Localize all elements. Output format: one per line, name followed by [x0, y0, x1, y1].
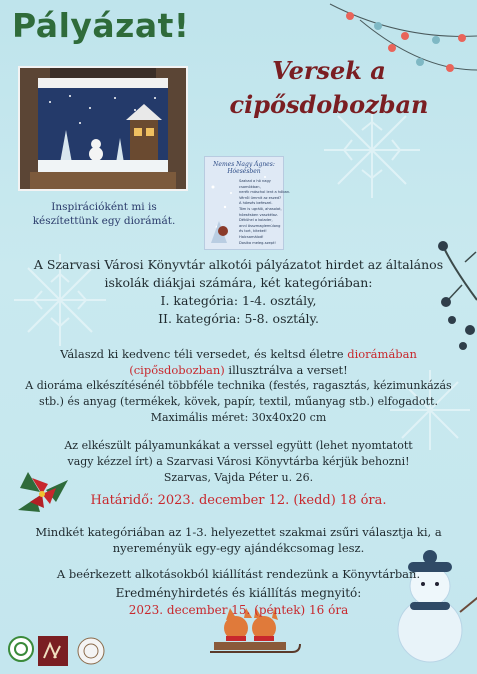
- submit-line-1: Az elkészült pályamunkákat a verssel együtt (lehet nyomtatott: [64, 439, 413, 452]
- deadline-label: Határidő:: [90, 493, 154, 508]
- task-highlight-shoebox: (cipősdobozban): [129, 363, 225, 377]
- intro-line-3: I. kategória: 1-4. osztály,: [160, 293, 317, 308]
- submit-paragraph: [0, 438, 477, 486]
- task-line-1-text: Válaszd ki kedvenc téli versedet, és keltsd életre: [60, 347, 348, 361]
- poem-line: Szakad a hó nagy: [239, 179, 271, 183]
- intro-line-2: iskolák diákjai számára, két kategóriában:: [104, 275, 373, 290]
- subtitle: [224, 54, 434, 122]
- page-title: Pályázat!: [12, 6, 190, 45]
- task-paragraph: [0, 346, 477, 426]
- photo-caption-line-1: Inspirációként mi is: [51, 201, 157, 213]
- poem-line: csomókban,: [239, 184, 261, 189]
- jury-line-2: nyereményük egy-egy ajándékcsomag lesz.: [112, 541, 365, 555]
- exhibition-text: A beérkezett alkotásokból kiállítást rendezünk a Könyvtárban.: [56, 567, 421, 581]
- results-line-1: Eredményhirdetés és kiállítás megnyitó:: [115, 586, 362, 600]
- submit-line-2: vagy kézzel írt) a Szarvasi Városi Könyvtárba kérjük behozni!: [67, 455, 410, 468]
- poem-line: Vérről ümmit az eszed?: [239, 195, 282, 200]
- photo-caption-line-2: készítettünk egy diorámát.: [32, 215, 176, 227]
- poem-title-line-2: Hóesésben: [227, 168, 261, 175]
- subtitle-line-1: Versek a: [272, 56, 386, 85]
- intro-line-4: II. kategória: 5-8. osztály.: [158, 311, 319, 326]
- poem-line: nerék máschol lent a hóban.: [239, 190, 291, 195]
- jury-line-1: Mindkét kategóriában az 1-3. helyezettet szakmai zsűri választja ki, a: [35, 525, 442, 539]
- diorama-photo: [18, 66, 188, 191]
- poem-line: és tort, kiteket!: [239, 229, 267, 234]
- intro-paragraph: [0, 256, 477, 328]
- photo-caption: [18, 200, 190, 228]
- submit-line-3: Szarvas, Vajda Péter u. 26.: [163, 471, 314, 484]
- poem-line: annl összmaglemúlong: [239, 223, 281, 228]
- task-line-4: stb.) és anyag (termékek, kövek, papír, textil, műanyag stb.) elfogadott.: [39, 395, 438, 408]
- task-line-1: [0, 346, 477, 362]
- subtitle-line-2: cipősdobozban: [229, 90, 429, 119]
- poem-line: A hóesés befeszel.: [239, 201, 273, 206]
- task-line-5: Maximális méret: 30x40x20 cm: [150, 411, 327, 424]
- poem-line: Dékühel a kolader,: [239, 218, 273, 223]
- poem-line: hóesésben vaszkélaz.: [239, 212, 279, 217]
- poem-title: [209, 161, 279, 175]
- library-logo: [38, 636, 68, 666]
- intro-line-1: A Szarvasi Városi Könyvtár alkotói pályázatot hirdet az általános: [33, 257, 444, 272]
- quality-logo: [8, 636, 34, 662]
- poem-line: Dosika meleg-szept!: [239, 240, 276, 245]
- deadline: [0, 493, 477, 509]
- task-line-3: A dioráma elkészítésénél többféle technika (festés, ragasztás, kézimunkázás: [25, 379, 452, 392]
- task-line-2-text: illusztrálva a verset!: [224, 363, 348, 377]
- association-logo: [76, 636, 106, 666]
- poem-card: [204, 156, 291, 250]
- poem-line: Tóm is ugráló, ahasolat,: [239, 207, 282, 211]
- results-line-2: 2023. december 15. (péntek) 16 óra: [128, 603, 349, 617]
- poem-title-line-1: Nemes Nagy Ágnes:: [213, 161, 275, 168]
- results-paragraph: [0, 585, 477, 619]
- jury-paragraph: [0, 524, 477, 556]
- task-line-2: [0, 362, 477, 378]
- deadline-value: 2023. december 12. (kedd) 18 óra.: [157, 493, 387, 508]
- task-highlight-diorama: diorámában: [347, 347, 417, 361]
- poem-line: Halcsamálod!: [239, 235, 264, 239]
